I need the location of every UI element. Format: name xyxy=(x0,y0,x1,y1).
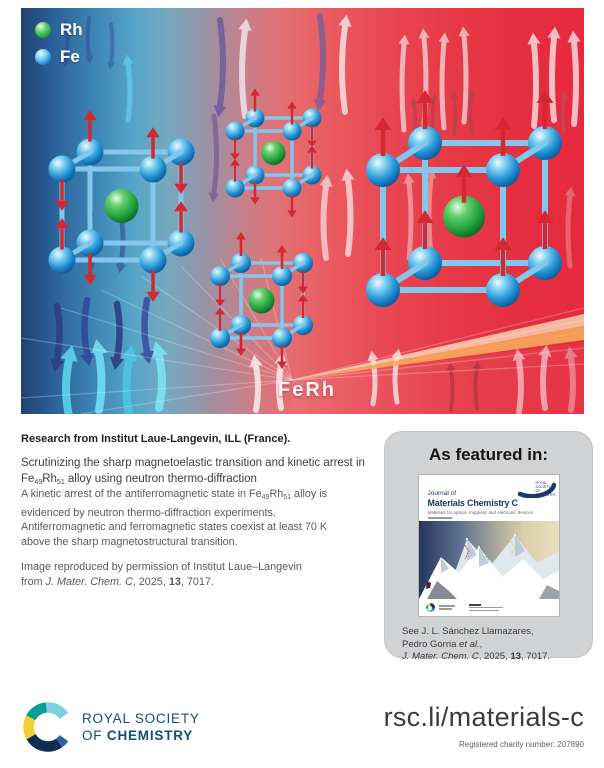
cover-strip-text xyxy=(439,605,455,610)
charity-number: Registered charity number: 207890 xyxy=(459,740,584,749)
article-title xyxy=(21,456,366,490)
cover-volume-bar xyxy=(428,517,452,519)
ferh-label: FeRh xyxy=(278,379,336,401)
cover-footer-strip xyxy=(419,599,559,616)
rsc-wordmark-line1: ROYAL SOCIETY xyxy=(82,711,200,726)
legend-item-rh xyxy=(35,20,83,40)
fe-atom-icon xyxy=(35,49,51,65)
citation-line: Pedro Gorria et al., xyxy=(402,638,483,650)
title-subscript: 51 xyxy=(56,478,65,486)
title-text: alloy using neutron thermo-diffraction xyxy=(64,472,257,485)
cover-journal-name: Materials Chemistry C xyxy=(427,498,518,508)
abstract-subscript: 49 xyxy=(261,494,270,501)
abstract-text: A kinetic arrest of the antiferromagnetic state in Fe xyxy=(21,488,262,500)
featured-citation xyxy=(402,626,592,664)
rh-atom-icon xyxy=(35,22,51,38)
journal-url: rsc.li/materials-c xyxy=(383,702,584,732)
cover-mountain-image xyxy=(419,521,559,599)
image-credit xyxy=(21,560,323,589)
research-heading: Research from Institut Laue-Langevin, ILL (France). xyxy=(21,433,291,445)
cover-artwork xyxy=(21,8,584,414)
rh-label: Rh xyxy=(60,20,83,39)
citation-line: J. Mater. Chem. C, 2025, 13, 7017. xyxy=(402,651,551,662)
credit-volume: 13 xyxy=(168,575,181,588)
abstract-subscript: 51 xyxy=(283,494,292,501)
crystal-lattice-illustration xyxy=(21,8,584,414)
journal-cover-thumbnail xyxy=(418,474,560,617)
rsc-wordmark xyxy=(82,711,200,744)
abstract-text: alloy is evidenced by neutron thermo-diffraction experiments. Antiferromagnetic and ferromagnetic states coexist at least 70 K above the sharp magnetostructural transition. xyxy=(21,488,328,548)
credit-text: Image reproduced by permission of Institut Laue–Langevin from xyxy=(21,561,302,588)
abstract-text: Rh xyxy=(269,488,284,500)
citation-line: See J. L. Sánchez Llamazares, xyxy=(402,626,534,637)
article-abstract xyxy=(21,487,343,549)
cover-society-text: ROYAL SOCIETY OF CHEMISTRY xyxy=(535,481,557,497)
rsc-wordmark-line2: OF CHEMISTRY xyxy=(82,727,194,743)
cover-issn-text xyxy=(469,604,503,611)
fe-label: Fe xyxy=(60,47,80,66)
title-text: Scrutinizing the sharp magnetoelastic transition and kinetic arrest in Fe xyxy=(21,457,365,485)
title-text: Rh xyxy=(42,472,57,485)
credit-journal-name: J. Mater. Chem. C xyxy=(45,575,133,588)
atom-legend xyxy=(35,20,83,74)
rsc-mini-logo-icon xyxy=(426,603,435,612)
featured-in-heading: As featured in: xyxy=(428,445,549,464)
credit-text: , 2025, xyxy=(132,575,169,588)
title-subscript: 49 xyxy=(34,478,43,486)
featured-in-panel xyxy=(384,431,593,662)
cover-journal-of: Journal of xyxy=(427,490,457,497)
rsc-logo xyxy=(21,700,75,754)
credit-text: , 7017. xyxy=(180,575,214,588)
cover-subtitle: Materials for optical, magnetic and electronic devices xyxy=(427,510,534,515)
legend-item-fe xyxy=(35,47,83,67)
